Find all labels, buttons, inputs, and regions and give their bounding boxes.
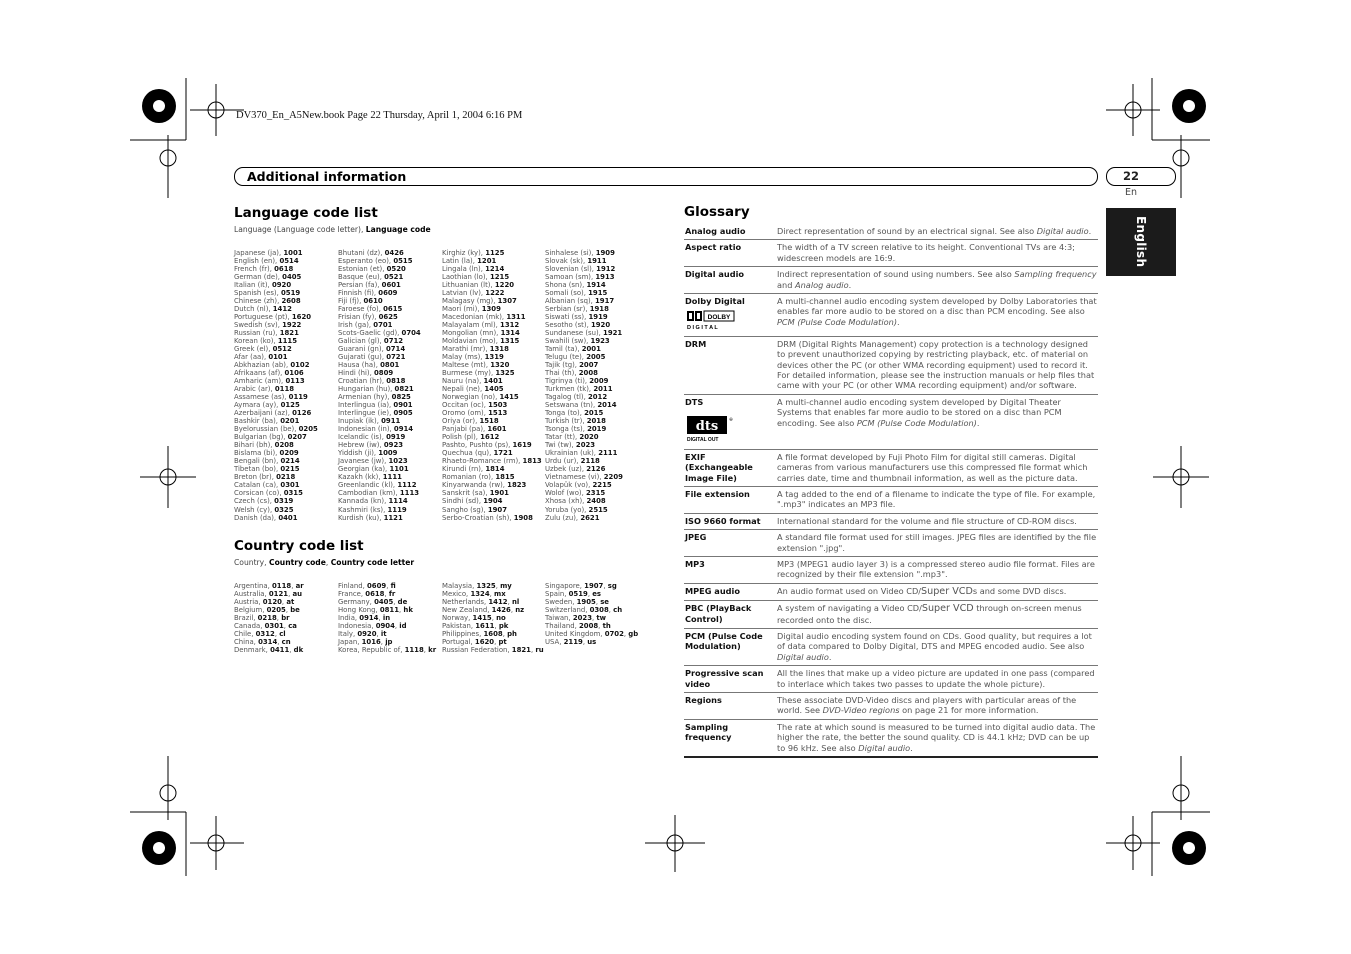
glossary-row [684, 530, 1098, 557]
language-entry: Sangho (sg), 1907 [442, 505, 508, 514]
section-title-bar [234, 167, 1098, 186]
country-entry: Australia, 0121, au [234, 590, 303, 599]
language-entry: Bhutani (dz), 0426 [338, 249, 404, 257]
language-entry: Panjabi (pa), 1601 [442, 425, 507, 434]
svg-text:D I G I T A L: D I G I T A L [687, 325, 718, 331]
language-entry: Hausa (ha), 0801 [338, 361, 400, 370]
glossary-term: Analog audio [684, 224, 775, 240]
glossary-table [684, 224, 1098, 758]
language-entry: Kirghiz (ky), 1125 [442, 249, 505, 257]
language-entry: Galician (gl), 0712 [338, 337, 404, 346]
language-entry: Wolof (wo), 2315 [545, 489, 606, 498]
glossary-row [684, 628, 1098, 665]
language-entry: Polish (pl), 1612 [442, 433, 500, 442]
glossary-definition: Digital audio encoding system found on CDs. Good quality, but requires a lot of data compared to Dolby Digital, DTS and MPEG encoded audio. See also Digital audio. [775, 628, 1098, 665]
language-entry: Malayalam (ml), 1312 [442, 321, 520, 330]
language-entry: Javanese (jw), 1023 [338, 457, 408, 466]
country-entry: Indonesia, 0904, id [338, 622, 407, 631]
country-entry: Belgium, 0205, be [234, 606, 300, 615]
language-entry: Laothian (lo), 1215 [442, 273, 510, 282]
glossary-definition: A standard file format used for still images. JPEG files are identified by the file extension ".jpg". [775, 530, 1098, 557]
glossary-term: MPEG audio [684, 583, 775, 600]
subtitle-text: Language (Language code letter), [234, 225, 366, 234]
language-entry: Bulgarian (bg), 0207 [234, 433, 307, 442]
glossary-term: EXIF (Exchangeable Image File) [684, 449, 775, 486]
svg-text:DIGITAL OUT: DIGITAL OUT [687, 437, 719, 444]
language-entry: Uzbek (uz), 2126 [545, 465, 606, 474]
glossary-definition: The width of a TV screen relative to its height. Conventional TVs are 4:3; widescreen models are 16:9. [775, 240, 1098, 267]
page-number: 22 [1123, 169, 1140, 183]
glossary-row [684, 294, 1098, 337]
language-column [442, 249, 542, 522]
country-entry: India, 0914, in [338, 614, 391, 623]
country-entry: Switzerland, 0308, ch [545, 606, 623, 615]
language-entry: Turkmen (tk), 2011 [545, 385, 613, 394]
language-entry: Latin (la), 1201 [442, 257, 497, 266]
language-entry: German (de), 0405 [234, 273, 302, 282]
language-entry: Afar (aa), 0101 [234, 353, 288, 362]
svg-text:dts: dts [695, 419, 719, 435]
glossary-row [684, 240, 1098, 267]
glossary-row [684, 719, 1098, 757]
country-entry: Sweden, 1905, se [545, 598, 609, 607]
language-entry: Tonga (to), 2015 [545, 409, 604, 418]
language-entry: Korean (ko), 1115 [234, 337, 297, 346]
language-entry: Malagasy (mg), 1307 [442, 297, 517, 306]
glossary-row [684, 224, 1098, 240]
language-tab [1106, 208, 1176, 276]
country-entry: New Zealand, 1426, nz [442, 606, 525, 615]
language-entry: Oromo (om), 1513 [442, 409, 508, 418]
language-entry: Afrikaans (af), 0106 [234, 369, 304, 378]
language-code-subtitle [234, 225, 431, 234]
glossary-term: Dolby Digital DOLBY D I G I T A L [684, 294, 775, 337]
language-entry: Urdu (ur), 2118 [545, 457, 600, 466]
language-entry: Mongolian (mn), 1314 [442, 329, 520, 338]
glossary-definition: MP3 (MPEG1 audio layer 3) is a compressed stereo audio file format. Files are recognized by their file extension ".mp3". [775, 556, 1098, 583]
country-entry: Hong Kong, 0811, hk [338, 606, 413, 615]
country-entry: Brazil, 0218, br [234, 614, 290, 623]
country-column [442, 582, 542, 654]
country-entry: Taiwan, 2023, tw [545, 614, 607, 623]
language-column [338, 249, 438, 522]
glossary-row [684, 449, 1098, 486]
country-entry: Pakistan, 1611, pk [442, 622, 509, 631]
file-header: DV370_En_A5New.book Page 22 Thursday, April 1, 2004 6:16 PM [236, 110, 523, 121]
language-entry: Shona (sn), 1914 [545, 281, 606, 290]
glossary-definition: International standard for the volume and file structure of CD-ROM discs. [775, 513, 1098, 529]
dts-digital-out-logo [685, 415, 775, 445]
glossary-row [684, 556, 1098, 583]
language-entry: Setswana (tn), 2014 [545, 401, 617, 410]
language-entry: Irish (ga), 0701 [338, 321, 393, 330]
glossary-term: JPEG [684, 530, 775, 557]
language-entry: Yiddish (ji), 1009 [338, 449, 398, 458]
language-entry: Maltese (mt), 1320 [442, 361, 510, 370]
glossary-term: DTS dts ® DIGITAL OUT [684, 394, 775, 449]
language-entry: Malay (ms), 1319 [442, 353, 504, 362]
page-language-code: En [1125, 187, 1138, 198]
country-entry: Netherlands, 1412, nl [442, 598, 520, 607]
language-entry: Estonian (et), 0520 [338, 265, 406, 274]
glossary-row [684, 267, 1098, 294]
language-entry: Volapük (vo), 2215 [545, 481, 612, 490]
language-entry: Marathi (mr), 1318 [442, 345, 509, 354]
language-entry: Dutch (nl), 1412 [234, 305, 292, 314]
language-entry: Sesotho (st), 1920 [545, 321, 611, 330]
language-entry: Tagalog (tl), 2012 [545, 393, 608, 402]
language-entry: Rhaeto-Romance (rm), 1813 [442, 457, 542, 466]
glossary-row [684, 513, 1098, 529]
country-entry: Portugal, 1620, pt [442, 638, 507, 647]
language-entry: Vietnamese (vi), 2209 [545, 473, 623, 482]
language-entry: Yoruba (yo), 2515 [545, 505, 608, 514]
language-entry: Japanese (ja), 1001 [234, 249, 303, 257]
country-entry: France, 0618, fr [338, 590, 396, 599]
language-entry: Cambodian (km), 1113 [338, 489, 420, 498]
language-entry: Frisian (fy), 0625 [338, 313, 398, 322]
language-entry: Swahili (sw), 1923 [545, 337, 610, 346]
glossary-definition: Direct representation of sound by an electrical signal. See also Digital audio. [775, 224, 1098, 240]
language-entry: Tajik (tg), 2007 [545, 361, 599, 370]
country-entry: Spain, 0519, es [545, 590, 601, 599]
language-entry: Finnish (fi), 0609 [338, 289, 398, 298]
language-entry: Maori (mi), 1309 [442, 305, 501, 314]
language-entry: Aymara (ay), 0125 [234, 401, 300, 410]
country-entry: Austria, 0120, at [234, 598, 295, 607]
glossary-definition: A system of navigating a Video CD/Super VCD through on-screen menus recorded onto the disc. [775, 601, 1098, 629]
language-entry: Bengali (bn), 0214 [234, 457, 300, 466]
language-entry: Kurdish (ku), 1121 [338, 513, 403, 522]
country-column [545, 582, 645, 646]
language-entry: Lithuanian (lt), 1220 [442, 281, 515, 290]
language-entry: Czech (cs), 0319 [234, 497, 294, 506]
language-column [234, 249, 334, 522]
svg-text:DOLBY: DOLBY [707, 314, 731, 322]
section-title: Additional information [247, 169, 407, 184]
language-entry: Samoan (sm), 1913 [545, 273, 615, 282]
language-entry: Thai (th), 2008 [545, 369, 598, 378]
language-entry: Tigrinya (ti), 2009 [545, 377, 609, 386]
language-entry: Kazakh (kk), 1111 [338, 473, 402, 482]
language-entry: Zulu (zu), 2621 [545, 513, 600, 522]
glossary-term: PBC (PlayBack Control) [684, 601, 775, 629]
glossary-term: Sampling frequency [684, 719, 775, 757]
country-entry: United Kingdom, 0702, gb [545, 630, 639, 639]
language-column [545, 249, 645, 522]
glossary-row [684, 336, 1098, 394]
language-entry: Albanian (sq), 1917 [545, 297, 615, 306]
language-entry: Nepali (ne), 1405 [442, 385, 504, 394]
language-entry: Kannada (kn), 1114 [338, 497, 408, 506]
language-entry: Burmese (my), 1325 [442, 369, 515, 378]
language-entry: Croatian (hr), 0818 [338, 377, 406, 386]
glossary-definition: A multi-channel audio encoding system developed by Digital Theater Systems that enables far more audio to be stored on a disc than PCM encoding. See also PCM (Pulse Code Modulation). [775, 394, 1098, 449]
language-entry: Corsican (co), 0315 [234, 489, 303, 498]
language-entry: Breton (br), 0218 [234, 473, 296, 482]
language-entry: Portuguese (pt), 1620 [234, 313, 312, 322]
glossary-definition: DRM (Digital Rights Management) copy protection is a technology designed to prevent unauthorized copying by restricting playback, etc. of material on devices other the PC (or other WMA recording equipment) used to record it. For detailed information, please see the instruction manuals or help files that came with your PC (or other WMA recording equipment) and/or software. [775, 336, 1098, 394]
subtitle-sep: , [325, 558, 331, 567]
language-entry: Basque (eu), 0521 [338, 273, 404, 282]
language-entry: Macedonian (mk), 1311 [442, 313, 526, 322]
language-entry: Italian (it), 0920 [234, 281, 292, 290]
country-column [338, 582, 438, 654]
svg-text:®: ® [729, 417, 733, 423]
language-entry: Greek (el), 0512 [234, 345, 292, 354]
language-entry: Icelandic (is), 0919 [338, 433, 406, 442]
language-entry: Telugu (te), 2005 [545, 353, 606, 362]
glossary-term: Progressive scan video [684, 666, 775, 693]
language-entry: Sanskrit (sa), 1901 [442, 489, 509, 498]
glossary-definition: An audio format used on Video CD/Super VCDs and some DVD discs. [775, 583, 1098, 600]
country-entry: Argentina, 0118, ar [234, 582, 304, 590]
language-entry: Greenlandic (kl), 1112 [338, 481, 417, 490]
language-entry: Interlingua (ia), 0901 [338, 401, 413, 410]
subtitle-text: Country, [234, 558, 269, 567]
language-entry: Gujarati (gu), 0721 [338, 353, 406, 362]
language-entry: Tibetan (bo), 0215 [234, 465, 300, 474]
language-entry: Hindi (hi), 0809 [338, 369, 394, 378]
glossary-term: Aspect ratio [684, 240, 775, 267]
language-entry: Bashkir (ba), 0201 [234, 417, 300, 426]
glossary-term: MP3 [684, 556, 775, 583]
language-entry: Xhosa (xh), 2408 [545, 497, 606, 506]
language-entry: Somali (so), 1915 [545, 289, 608, 298]
glossary-title: Glossary [684, 204, 750, 220]
language-entry: Hungarian (hu), 0821 [338, 385, 414, 394]
language-entry: Quechua (qu), 1721 [442, 449, 513, 458]
language-entry: Byelorussian (be), 0205 [234, 425, 318, 434]
country-entry: Thailand, 2008, th [545, 622, 611, 631]
country-entry: China, 0314, cn [234, 638, 291, 647]
language-entry: Scots-Gaelic (gd), 0704 [338, 329, 421, 338]
glossary-definition: All the lines that make up a video picture are updated in one pass (compared to interlace which takes two passes to update the whole picture). [775, 666, 1098, 693]
language-entry: Bihari (bh), 0208 [234, 441, 294, 450]
language-entry: Siswati (ss), 1919 [545, 313, 608, 322]
glossary-row [684, 486, 1098, 513]
language-entry: Slovak (sk), 1911 [545, 257, 607, 266]
language-entry: Indonesian (in), 0914 [338, 425, 414, 434]
language-entry: Abkhazian (ab), 0102 [234, 361, 310, 370]
country-entry: Denmark, 0411, dk [234, 646, 304, 655]
glossary-term: ISO 9660 format [684, 513, 775, 529]
language-entry: Georgian (ka), 1101 [338, 465, 409, 474]
language-entry: Turkish (tr), 2018 [545, 417, 606, 426]
language-entry: Amharic (am), 0113 [234, 377, 305, 386]
language-entry: Lingala (ln), 1214 [442, 265, 505, 274]
language-entry: Persian (fa), 0601 [338, 281, 401, 290]
subtitle-bold: Language code [365, 225, 431, 234]
country-entry: Canada, 0301, ca [234, 622, 297, 631]
glossary-row [684, 583, 1098, 600]
glossary-definition: A multi-channel audio encoding system developed by Dolby Laboratories that enables far more audio to be stored on a disc than PCM encoding. See also PCM (Pulse Code Modulation). [775, 294, 1098, 337]
language-code-title: Language code list [234, 205, 378, 221]
language-entry: Sinhalese (si), 1909 [545, 249, 615, 257]
language-entry: Kirundi (rn), 1814 [442, 465, 505, 474]
language-entry: Kashmiri (ks), 1119 [338, 505, 407, 514]
country-entry: Japan, 1016, jp [338, 638, 393, 647]
language-entry: Oriya (or), 1518 [442, 417, 499, 426]
country-code-subtitle [234, 558, 414, 567]
language-entry: French (fr), 0618 [234, 265, 294, 274]
glossary-row [684, 693, 1098, 720]
glossary-term: DRM [684, 336, 775, 394]
language-entry: Faroese (fo), 0615 [338, 305, 403, 314]
glossary-term: PCM (Pulse Code Modulation) [684, 628, 775, 665]
language-entry: Romanian (ro), 1815 [442, 473, 515, 482]
country-entry: Italy, 0920, it [338, 630, 387, 639]
country-entry: Korea, Republic of, 1118, kr [338, 646, 437, 655]
dolby-digital-logo [685, 310, 775, 332]
language-entry: Kinyarwanda (rw), 1823 [442, 481, 527, 490]
language-entry: Hebrew (iw), 0923 [338, 441, 404, 450]
language-entry: Norwegian (no), 1415 [442, 393, 519, 402]
country-code-title: Country code list [234, 538, 364, 554]
language-entry: Nauru (na), 1401 [442, 377, 503, 386]
glossary-row [684, 666, 1098, 693]
country-entry: Mexico, 1324, mx [442, 590, 506, 599]
glossary-definition: A tag added to the end of a filename to indicate the type of file. For example, ".mp3" indicates an MP3 file. [775, 486, 1098, 513]
language-entry: Moldavian (mo), 1315 [442, 337, 520, 346]
language-entry: Sundanese (su), 1921 [545, 329, 623, 338]
page-number-pill [1106, 167, 1176, 186]
subtitle-bold: Country code [269, 558, 326, 567]
language-entry: Danish (da), 0401 [234, 513, 298, 522]
glossary-term: Digital audio [684, 267, 775, 294]
country-entry: Russian Federation, 1821, ru [442, 646, 544, 655]
language-entry: Azerbaijani (az), 0126 [234, 409, 312, 418]
language-entry: English (en), 0514 [234, 257, 299, 266]
language-entry: Swedish (sv), 1922 [234, 321, 302, 330]
language-entry: Ukrainian (uk), 2111 [545, 449, 618, 458]
glossary-definition: A file format developed by Fuji Photo Film for digital still cameras. Digital cameras from various manufacturers use this compressed file format which carries date, time and thumbnail information, as well as the picture data. [775, 449, 1098, 486]
language-entry: Spanish (es), 0519 [234, 289, 301, 298]
language-entry: Chinese (zh), 2608 [234, 297, 301, 306]
language-entry: Russian (ru), 1821 [234, 329, 299, 338]
language-entry: Tamil (ta), 2001 [545, 345, 601, 354]
country-entry: Germany, 0405, de [338, 598, 408, 607]
glossary-term: Regions [684, 693, 775, 720]
language-entry: Arabic (ar), 0118 [234, 385, 295, 394]
country-entry: Philippines, 1608, ph [442, 630, 517, 639]
country-entry: Malaysia, 1325, my [442, 582, 512, 590]
country-column [234, 582, 334, 654]
language-entry: Welsh (cy), 0325 [234, 505, 294, 514]
country-entry: Finland, 0609, fi [338, 582, 396, 590]
language-entry: Fiji (fj), 0610 [338, 297, 383, 306]
glossary-row [684, 601, 1098, 629]
language-entry: Occitan (oc), 1503 [442, 401, 508, 410]
language-entry: Bislama (bi), 0209 [234, 449, 299, 458]
glossary-term: File extension [684, 486, 775, 513]
language-entry: Sindhi (sd), 1904 [442, 497, 503, 506]
language-entry: Twi (tw), 2023 [545, 441, 596, 450]
language-entry: Slovenian (sl), 1912 [545, 265, 616, 274]
language-entry: Pashto, Pushto (ps), 1619 [442, 441, 532, 450]
language-tab-label: English [1134, 216, 1148, 268]
subtitle-bold: Country code letter [330, 558, 415, 567]
country-entry: Singapore, 1907, sg [545, 582, 617, 590]
language-entry: Serbo-Croatian (sh), 1908 [442, 513, 533, 522]
country-entry: USA, 2119, us [545, 638, 597, 647]
language-entry: Armenian (hy), 0825 [338, 393, 411, 402]
glossary-definition: Indirect representation of sound using numbers. See also Sampling frequency and Analog audio. [775, 267, 1098, 294]
language-entry: Latvian (lv), 1222 [442, 289, 505, 298]
language-entry: Assamese (as), 0119 [234, 393, 308, 402]
glossary-definition: These associate DVD-Video discs and players with particular areas of the world. See DVD-Video regions on page 21 for more information. [775, 693, 1098, 720]
language-entry: Catalan (ca), 0301 [234, 481, 300, 490]
country-entry: Norway, 1415, no [442, 614, 506, 623]
language-entry: Interlingue (ie), 0905 [338, 409, 413, 418]
language-entry: Tatar (tt), 2020 [545, 433, 599, 442]
language-entry: Tsonga (ts), 2019 [545, 425, 607, 434]
glossary-definition: The rate at which sound is measured to be turned into digital audio data. The higher the rate, the better the sound quality. CD is 44.1 kHz; DVD can be up to 96 kHz. See also Digital audio. [775, 719, 1098, 757]
glossary-row [684, 394, 1098, 449]
language-entry: Guarani (gn), 0714 [338, 345, 406, 354]
language-entry: Esperanto (eo), 0515 [338, 257, 413, 266]
language-entry: Inupiak (ik), 0911 [338, 417, 401, 426]
language-entry: Serbian (sr), 1918 [545, 305, 609, 314]
country-entry: Chile, 0312, cl [234, 630, 286, 639]
